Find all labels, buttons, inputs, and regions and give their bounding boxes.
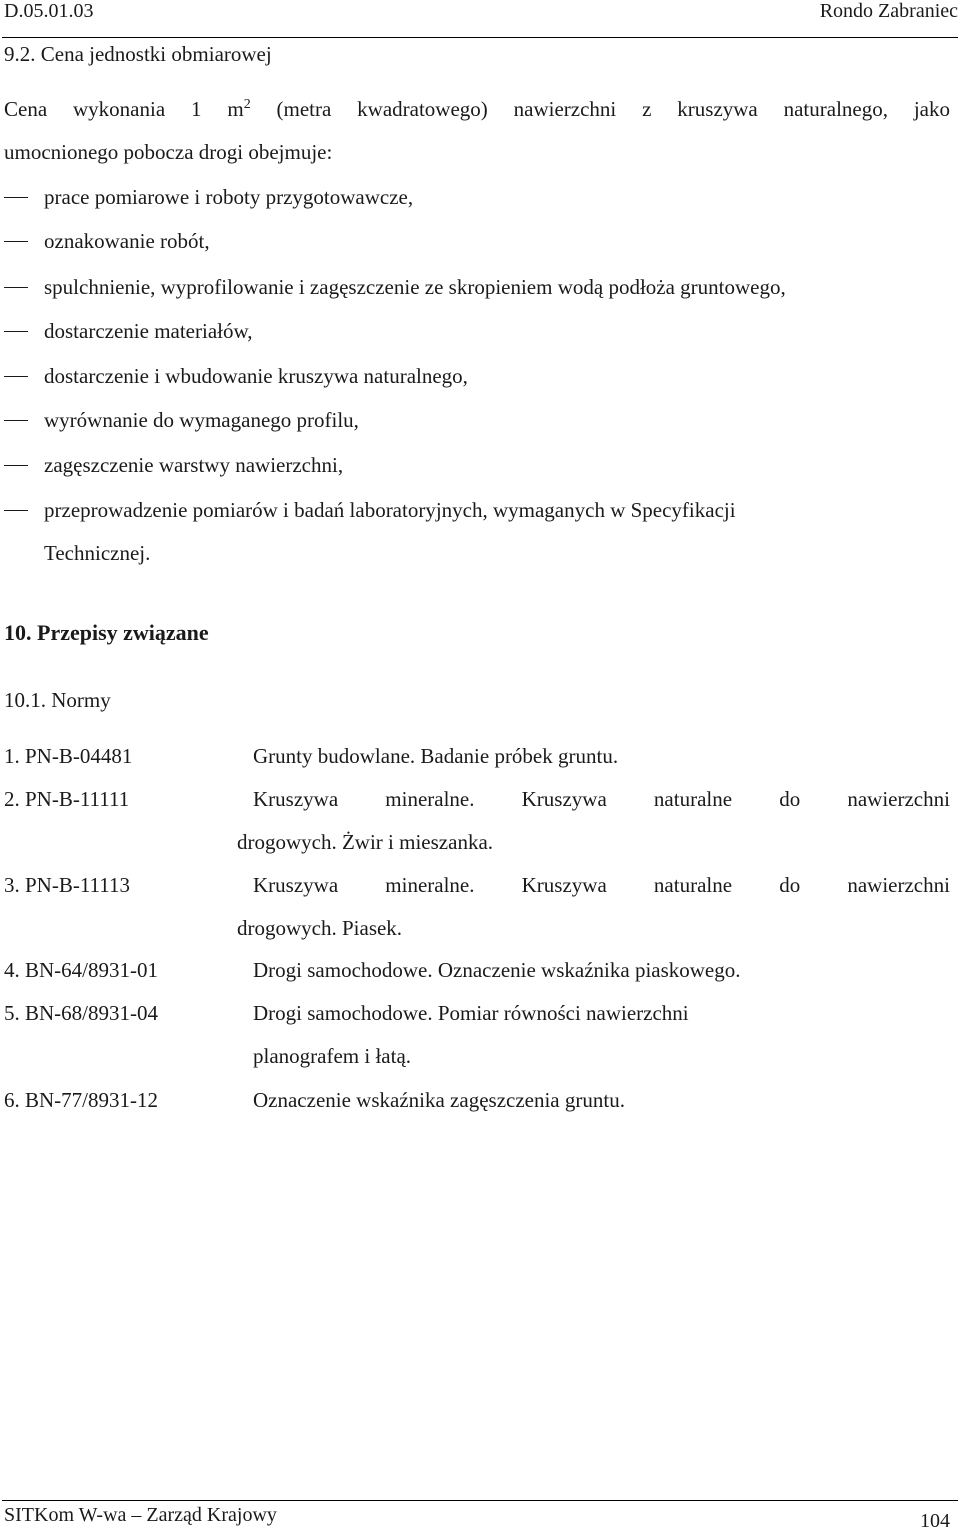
list-item-text: dostarczenie materiałów,	[44, 319, 253, 343]
norm-title: Grunty budowlane. Badanie próbek gruntu.	[253, 744, 619, 768]
norm-word: nawierzchni	[847, 873, 950, 897]
intro-word: 1	[191, 97, 202, 121]
norm-word: mineralne.	[385, 787, 475, 811]
page-number: 104	[920, 1510, 950, 1532]
dash-bullet-icon	[4, 510, 28, 512]
list-item-text: oznakowanie robót,	[44, 229, 210, 253]
norm-number: 4. BN-64/8931-01	[4, 958, 158, 982]
norm-title: Drogi samochodowe. Oznaczenie wskaźnika piaskowego.	[253, 958, 741, 982]
intro-line-1	[4, 88, 950, 131]
norm-title	[253, 787, 950, 812]
norm-number: 6. BN-77/8931-12	[4, 1088, 158, 1112]
norm-word: Kruszywa	[253, 787, 339, 811]
intro-word: z	[642, 97, 652, 121]
norm-word: nawierzchni	[847, 787, 950, 811]
header-doc-code: D.05.01.03	[4, 0, 94, 22]
list-item-text: dostarczenie i wbudowanie kruszywa naturalnego,	[44, 364, 468, 388]
norm-word: naturalne	[653, 787, 733, 811]
norm-title-continuation: drogowych. Piasek.	[237, 916, 403, 940]
header-divider	[2, 37, 958, 38]
norm-number: 2. PN-B-11111	[4, 787, 130, 811]
intro-word: (metra	[276, 97, 332, 121]
norm-title-continuation: planografem i łatą.	[253, 1044, 412, 1068]
norm-title	[253, 873, 950, 898]
norm-word: Kruszywa	[521, 787, 607, 811]
dash-bullet-icon	[4, 420, 28, 422]
dash-bullet-icon	[4, 241, 28, 243]
list-item-text: prace pomiarowe i roboty przygotowawcze,	[44, 185, 414, 209]
norm-word: Kruszywa	[521, 873, 607, 897]
footer-organization: SITKom W-wa – Zarząd Krajowy	[4, 1504, 277, 1526]
norm-title: Oznaczenie wskaźnika zagęszczenia gruntu.	[253, 1088, 625, 1112]
norm-number: 1. PN-B-04481	[4, 744, 133, 768]
chapter-heading: 10. Przepisy związane	[4, 620, 209, 645]
dash-bullet-icon	[4, 376, 28, 378]
footer-divider	[2, 1500, 958, 1501]
norm-word: do	[779, 787, 801, 811]
intro-word-unit	[227, 88, 250, 131]
dash-bullet-icon	[4, 331, 28, 333]
norm-number: 3. PN-B-11113	[4, 873, 130, 897]
norm-word: do	[779, 873, 801, 897]
dash-bullet-icon	[4, 465, 28, 467]
dash-bullet-icon	[4, 287, 28, 289]
section-title: 9.2. Cena jednostki obmiarowej	[4, 42, 272, 66]
header-project: Rondo Zabraniec	[819, 0, 958, 22]
norm-title-continuation: drogowych. Żwir i mieszanka.	[237, 830, 494, 854]
intro-word: naturalnego,	[783, 97, 888, 121]
intro-word: Cena	[4, 97, 48, 121]
intro-unit-exponent: 2	[243, 97, 251, 112]
intro-paragraph	[4, 88, 950, 174]
list-item-text: przeprowadzenie pomiarów i badań laboratoryjnych, wymaganych w Specyfikacji	[44, 498, 736, 522]
norm-word: mineralne.	[385, 873, 475, 897]
list-item-text: wyrównanie do wymaganego profilu,	[44, 408, 359, 432]
list-item-continuation: Technicznej.	[44, 541, 151, 565]
intro-word: wykonania	[73, 97, 166, 121]
intro-word: nawierzchni	[513, 97, 617, 121]
norm-word: naturalne	[653, 873, 733, 897]
dash-bullet-icon	[4, 197, 28, 199]
norm-number: 5. BN-68/8931-04	[4, 1001, 158, 1025]
norm-word: Kruszywa	[253, 873, 339, 897]
intro-line-2: umocnionego pobocza drogi obejmuje:	[4, 140, 333, 164]
norm-title: Drogi samochodowe. Pomiar równości nawierzchni	[253, 1001, 689, 1025]
subsection-heading: 10.1. Normy	[4, 688, 111, 712]
intro-word: kruszywa	[677, 97, 758, 121]
intro-word: kwadratowego)	[357, 97, 488, 121]
intro-word: jako	[913, 97, 950, 121]
intro-unit: m	[227, 97, 244, 121]
list-item-text: spulchnienie, wyprofilowanie i zagęszczenie ze skropieniem wodą podłoża gruntowego,	[44, 275, 786, 299]
list-item-text: zagęszczenie warstwy nawierzchni,	[44, 453, 344, 477]
